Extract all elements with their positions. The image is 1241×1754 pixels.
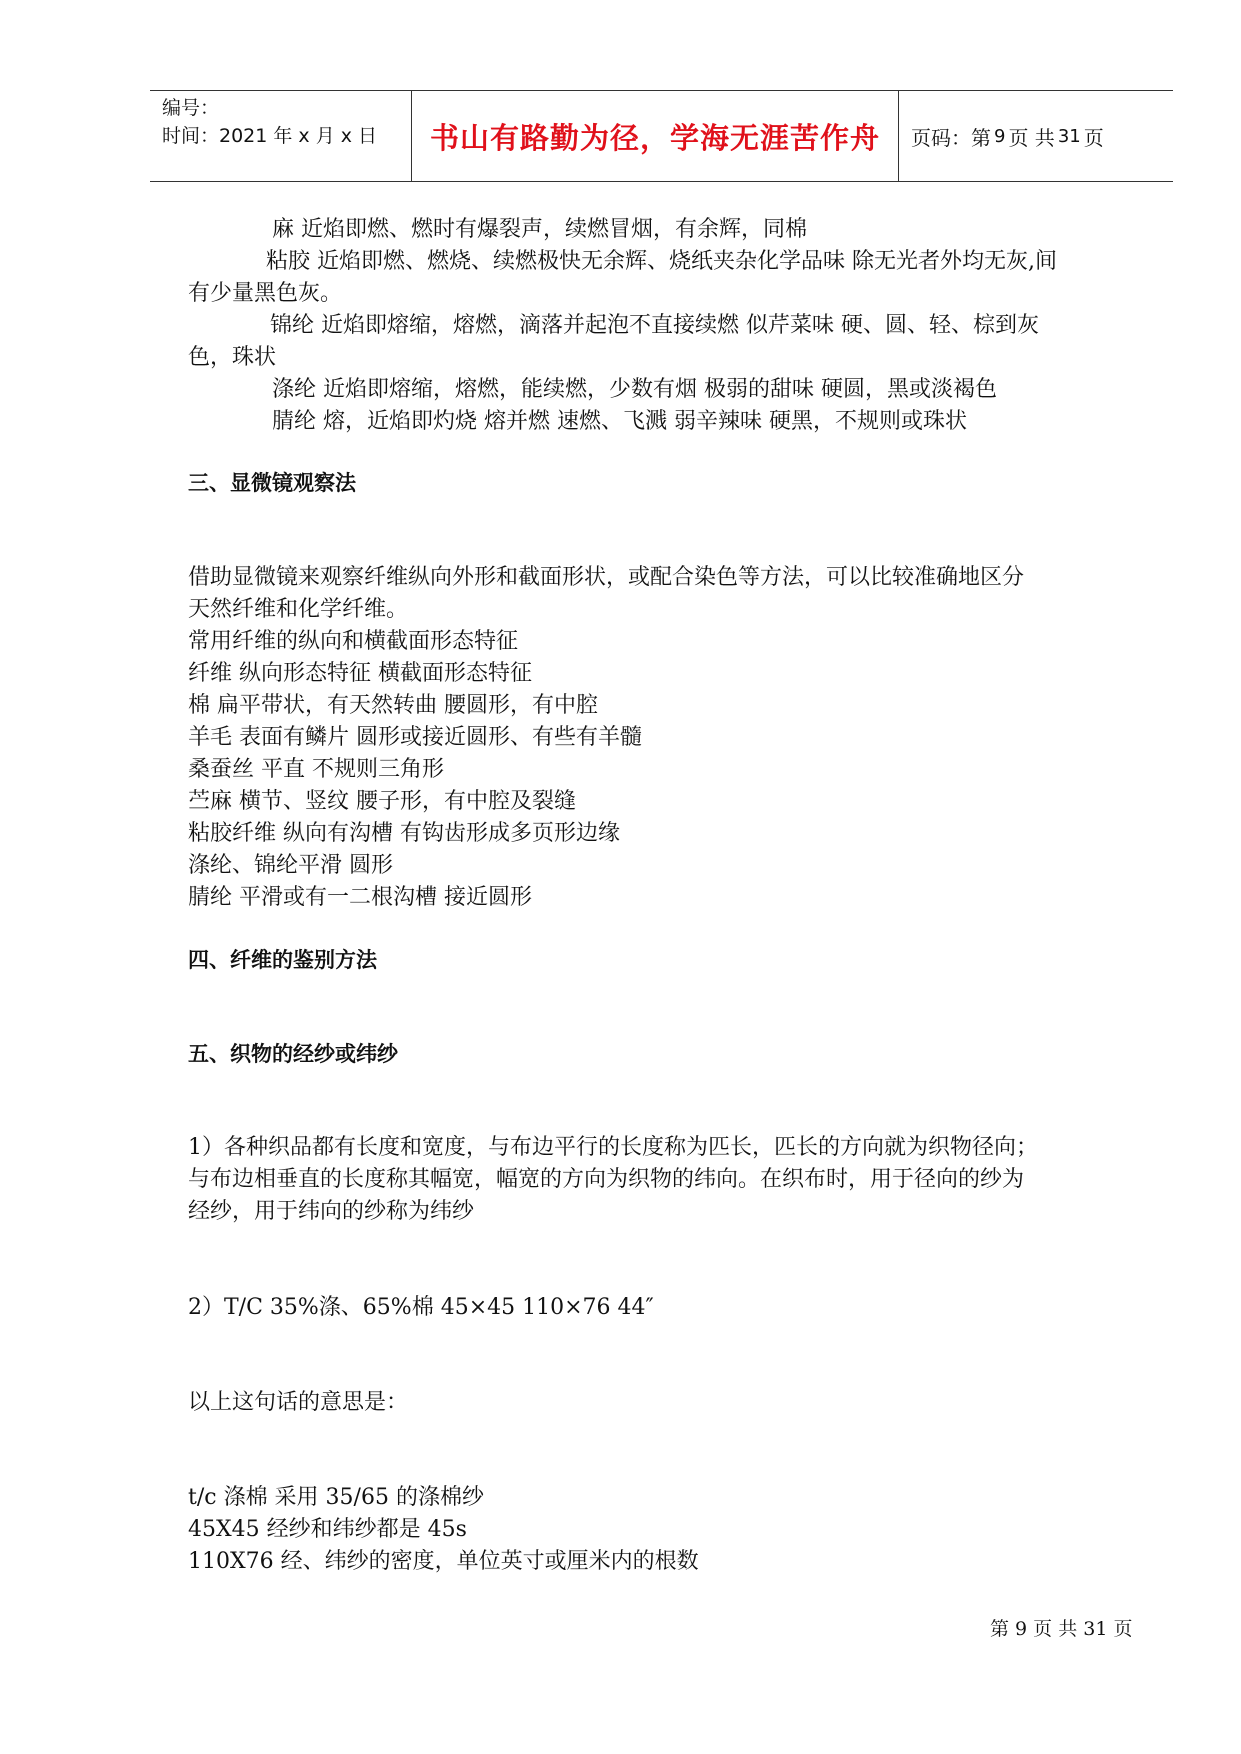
section5-p1-line3: 经纱，用于纬向的纱称为纬纱	[188, 1199, 475, 1224]
burn-polyester: 涤纶 近焰即熔缩，熔燃，能续燃，少数有烟 极弱的甜味 硬圆，黑或淡褐色	[272, 377, 997, 402]
page-code-mid: 页 共	[1008, 125, 1055, 150]
burn-nylon-line2: 色，珠状	[188, 345, 277, 370]
fiber-row: 桑蚕丝 平直 不规则三角形	[188, 757, 444, 782]
fiber-row: 棉 扁平带状，有天然转曲 腰圆形，有中腔	[188, 693, 598, 718]
header-motto-cell	[412, 91, 899, 181]
fiber-row: 常用纤维的纵向和横截面形态特征	[188, 629, 519, 654]
fiber-row: 粘胶纤维 纵向有沟槽 有钩齿形成多页形边缘	[188, 821, 620, 846]
page-total: 31	[1057, 125, 1081, 147]
page-current: 9	[994, 125, 1006, 147]
fiber-row: 纤维 纵向形态特征 横截面形态特征	[188, 661, 532, 686]
section3-intro-line2: 天然纤维和化学纤维。	[188, 597, 409, 622]
section3-heading: 三、显微镜观察法	[188, 471, 356, 495]
section4-heading: 四、纤维的鉴别方法	[188, 948, 377, 972]
fiber-row: 涤纶、锦纶平滑 圆形	[188, 853, 393, 878]
section5-p2: 2）T/C 35%涤、65%棉 45×45 110×76 44″	[188, 1295, 654, 1320]
doc-time-label: 时间：2021 年 x 月 x 日	[162, 125, 378, 147]
header-page-code	[899, 91, 1173, 181]
page-footer: 第 9 页 共 31 页	[990, 1618, 1133, 1640]
fiber-row: 腈纶 平滑或有一二根沟槽 接近圆形	[188, 885, 532, 910]
burn-acrylic: 腈纶 熔，近焰即灼烧 熔并燃 速燃、飞溅 弱辛辣味 硬黑，不规则或珠状	[272, 409, 967, 434]
section5-explain-3: 110X76 经、纬纱的密度，单位英寸或厘米内的根数	[188, 1549, 699, 1574]
burn-nylon-line1: 锦纶 近焰即熔缩，熔燃，滴落并起泡不直接续燃 似芹菜味 硬、圆、轻、棕到灰	[270, 313, 1039, 338]
section5-explain-2: 45X45 经纱和纬纱都是 45s	[188, 1517, 467, 1542]
fiber-row: 羊毛 表面有鳞片 圆形或接近圆形、有些有羊髓	[188, 725, 642, 750]
page-header	[150, 90, 1173, 182]
burn-viscose-line1: 粘胶 近焰即燃、燃烧、续燃极快无余辉、烧纸夹杂化学品味 除无光者外均无灰,间	[266, 249, 1057, 274]
burn-viscose-line2: 有少量黑色灰。	[188, 281, 343, 306]
page-code-prefix: 页码：第	[911, 125, 991, 150]
doc-number-label: 编号：	[162, 97, 220, 119]
section5-p3: 以上这句话的意思是：	[188, 1390, 409, 1415]
motto-text: 书山有路勤为径，学海无涯苦作舟	[429, 120, 880, 155]
page-code-suffix: 页	[1083, 125, 1104, 150]
section5-explain-1: t/c 涤棉 采用 35/65 的涤棉纱	[188, 1485, 484, 1510]
header-meta-cell	[150, 91, 412, 181]
section3-intro-line1: 借助显微镜来观察纤维纵向外形和截面形状，或配合染色等方法，可以比较准确地区分	[188, 565, 1025, 590]
section5-p1-line1: 1）各种织品都有长度和宽度，与布边平行的长度称为匹长，匹长的方向就为织物径向；	[188, 1135, 1038, 1160]
burn-hemp: 麻 近焰即燃、燃时有爆裂声，续燃冒烟，有余辉，同棉	[272, 217, 807, 242]
section5-p1-line2: 与布边相垂直的长度称其幅宽，幅宽的方向为织物的纬向。在织布时，用于径向的纱为	[188, 1167, 1025, 1192]
section5-heading: 五、织物的经纱或纬纱	[188, 1042, 398, 1066]
fiber-row: 苎麻 横节、竖纹 腰子形，有中腔及裂缝	[188, 789, 576, 814]
